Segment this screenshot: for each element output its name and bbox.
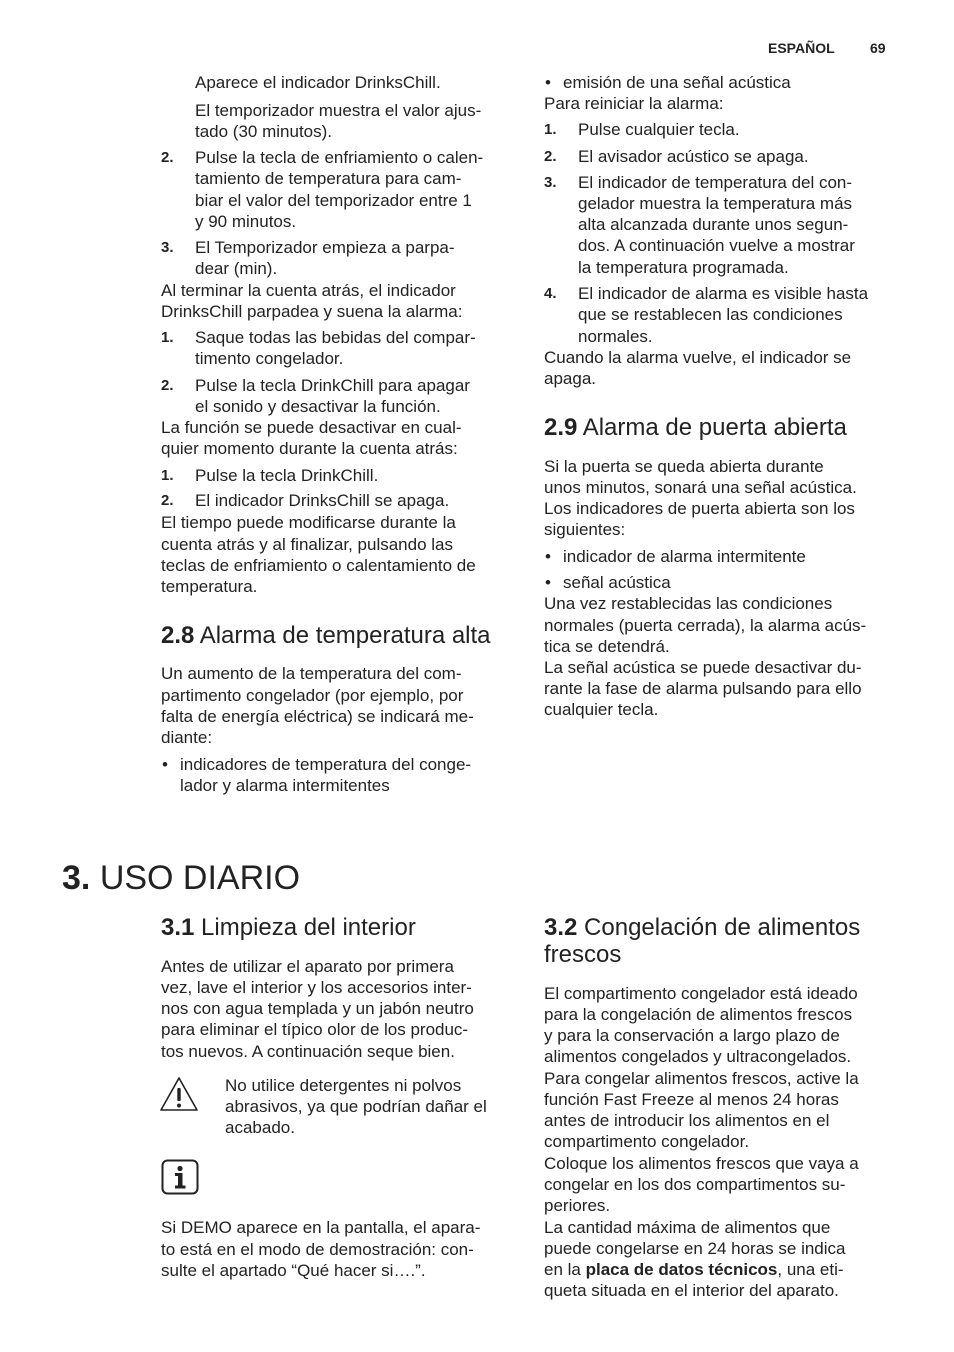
section-title: Alarma de temperatura alta: [199, 622, 491, 649]
text-line: Antes de utilizar el aparato por primera: [161, 957, 454, 976]
text-line: cuenta atrás y al finalizar, pulsando las: [161, 535, 454, 554]
text-line: to está en el modo de demostración: con-: [161, 1240, 474, 1259]
text-line: DrinksChill parpadea y suena la alarma:: [161, 302, 463, 321]
text-line: indicadores de temperatura del conge-: [180, 755, 472, 774]
section-heading-2-9: [544, 414, 847, 441]
text-line: timento congelador.: [195, 349, 344, 368]
text-line: El temporizador muestra el valor ajus-: [195, 101, 482, 120]
bullet: •: [162, 755, 168, 774]
text-line: sulte el apartado “Qué hacer si….”.: [161, 1261, 426, 1280]
text-line: apaga.: [544, 369, 596, 388]
section-number: 2.9: [544, 414, 578, 441]
text-line: Pulse la tecla DrinkChill para apagar: [195, 376, 470, 395]
text-line: Pulse la tecla de enfriamiento o calen-: [195, 148, 484, 167]
text-line: tamiento de temperatura para cam-: [195, 169, 462, 188]
text-line: Aparece el indicador DrinksChill.: [195, 73, 441, 92]
text-line: teclas de enfriamiento o calentamiento de: [161, 556, 476, 575]
text-line: gelador muestra la temperatura más: [578, 194, 853, 213]
text-line: alta alcanzada durante unos segun-: [578, 215, 849, 234]
text-line: quier momento durante la cuenta atrás:: [161, 439, 458, 458]
text-line: que se restablecen las condiciones: [578, 305, 843, 324]
text-line: emisión de una señal acústica: [563, 73, 791, 92]
text-line: función Fast Freeze al menos 24 horas: [544, 1090, 839, 1109]
text-line: tado (30 minutos).: [195, 122, 333, 141]
text-line: No utilice detergentes ni polvos: [225, 1076, 462, 1095]
text-line: normales.: [578, 327, 653, 346]
section-heading-2-8: [161, 622, 491, 649]
text-line: puede congelarse en 24 horas se indica: [544, 1239, 846, 1258]
text-line: El compartimento congelador está ideado: [544, 984, 858, 1003]
section-heading-3-2: [544, 914, 860, 941]
text-line: Saque todas las bebidas del compar-: [195, 328, 476, 347]
text-line: diante:: [161, 728, 213, 747]
chapter-number: 3.: [62, 859, 91, 897]
text-line: Una vez restablecidas las condiciones: [544, 594, 833, 613]
text-line: partimento congelador (por ejemplo, por: [161, 686, 464, 705]
text-line: Pulse cualquier tecla.: [578, 120, 740, 139]
step-number: 2.: [544, 148, 557, 165]
text-line: periores.: [544, 1196, 611, 1215]
section-number: 2.8: [161, 622, 195, 649]
step-number: 1.: [544, 121, 557, 138]
text-line: Los indicadores de puerta abierta son los: [544, 499, 855, 518]
bullet: •: [545, 73, 551, 92]
text-line: y para la conservación a largo plazo de: [544, 1026, 840, 1045]
text-line: La función se puede desactivar en cual-: [161, 418, 462, 437]
text-line: queta situada en el interior del aparato.: [544, 1281, 839, 1300]
text-line: rante la fase de alarma pulsando para ello: [544, 679, 862, 698]
step-number: 2.: [161, 492, 174, 509]
text-line: El indicador de alarma es visible hasta: [578, 284, 869, 303]
text-segment: en la: [544, 1260, 586, 1279]
page-number: 69: [870, 40, 886, 56]
text-line: Para reiniciar la alarma:: [544, 94, 724, 113]
text-emphasis: placa de datos técnicos: [585, 1260, 778, 1279]
bullet: •: [545, 573, 551, 592]
step-number: 1.: [161, 467, 174, 484]
section-heading-3-1: [161, 914, 416, 941]
step-number: 1.: [161, 329, 174, 346]
section-title: Limpieza del interior: [201, 914, 416, 941]
text-line: para la congelación de alimentos frescos: [544, 1005, 853, 1024]
step-number: 2.: [161, 149, 174, 166]
text-line: señal acústica: [563, 573, 671, 592]
text-line: dos. A continuación vuelve a mostrar: [578, 236, 855, 255]
text-line: Pulse la tecla DrinkChill.: [195, 466, 379, 485]
text-line: tica se detendrá.: [544, 637, 670, 656]
text-line: siguientes:: [544, 520, 626, 539]
text-line: El tiempo puede modificarse durante la: [161, 513, 456, 532]
section-number: 3.1: [161, 914, 195, 941]
text-line: Un aumento de la temperatura del com-: [161, 664, 462, 683]
text-line: alimentos congelados y ultracongelados.: [544, 1047, 852, 1066]
text-line: normales (puerta cerrada), la alarma acús-: [544, 616, 867, 635]
text-line: congelar en los dos compartimentos su-: [544, 1175, 846, 1194]
text-line: temperatura.: [161, 577, 258, 596]
text-line: El indicador DrinksChill se apaga.: [195, 491, 450, 510]
text-line: Cuando la alarma vuelve, el indicador se: [544, 348, 852, 367]
text-line: cualquier tecla.: [544, 700, 659, 719]
text-line: nos con agua templada y un jabón neutro: [161, 999, 474, 1018]
text-line: unos minutos, sonará una señal acústica.: [544, 478, 857, 497]
text-line: y 90 minutos.: [195, 212, 297, 231]
text-line: falta de energía eléctrica) se indicará me-: [161, 707, 474, 726]
section-title: Alarma de puerta abierta: [582, 414, 847, 441]
text-line: La señal acústica se puede desactivar du-: [544, 658, 862, 677]
info-icon: [161, 1159, 199, 1195]
step-number: 3.: [161, 239, 174, 256]
header-section-label: ESPAÑOL: [768, 40, 835, 56]
text-line: Si DEMO aparece en la pantalla, el apara-: [161, 1218, 481, 1237]
section-title-continued: frescos: [544, 941, 622, 968]
text-line: la temperatura programada.: [578, 258, 789, 277]
text-line: dear (min).: [195, 259, 278, 278]
step-number: 3.: [544, 174, 557, 191]
text-line: el sonido y desactivar la función.: [195, 397, 441, 416]
text-line: Coloque los alimentos frescos que vaya a: [544, 1154, 859, 1173]
chapter-heading: [62, 858, 300, 898]
text-line: Al terminar la cuenta atrás, el indicador: [161, 281, 456, 300]
chapter-title: USO DIARIO: [99, 859, 301, 897]
section-title: Congelación de alimentos: [584, 914, 861, 941]
text-line: acabado.: [225, 1118, 295, 1137]
text-line: tos nuevos. A continuación seque bien.: [161, 1042, 455, 1061]
section-number: 3.2: [544, 914, 578, 941]
step-number: 2.: [161, 377, 174, 394]
text-line: compartimento congelador.: [544, 1132, 750, 1151]
text-line: antes de introducir los alimentos en el: [544, 1111, 830, 1130]
text-line: indicador de alarma intermitente: [563, 547, 806, 566]
text-line: La cantidad máxima de alimentos que: [544, 1218, 831, 1237]
text-line: abrasivos, ya que podrían dañar el: [225, 1097, 487, 1116]
text-line: biar el valor del temporizador entre 1: [195, 191, 472, 210]
text-line: Si la puerta se queda abierta durante: [544, 457, 824, 476]
text-line: lador y alarma intermitentes: [180, 776, 390, 795]
step-number: 4.: [544, 285, 557, 302]
text-line: El Temporizador empieza a parpa-: [195, 238, 455, 257]
text-line: vez, lave el interior y los accesorios inter-: [161, 978, 472, 997]
text-segment: , una eti-: [777, 1260, 844, 1279]
text-line: Para congelar alimentos frescos, active la: [544, 1069, 859, 1088]
warning-triangle-icon: [158, 1075, 200, 1113]
text-line-mixed: [544, 1259, 844, 1280]
text-line: El indicador de temperatura del con-: [578, 173, 853, 192]
text-line: El avisador acústico se apaga.: [578, 147, 809, 166]
bullet: •: [545, 547, 551, 566]
text-line: para eliminar el típico olor de los produc-: [161, 1020, 469, 1039]
